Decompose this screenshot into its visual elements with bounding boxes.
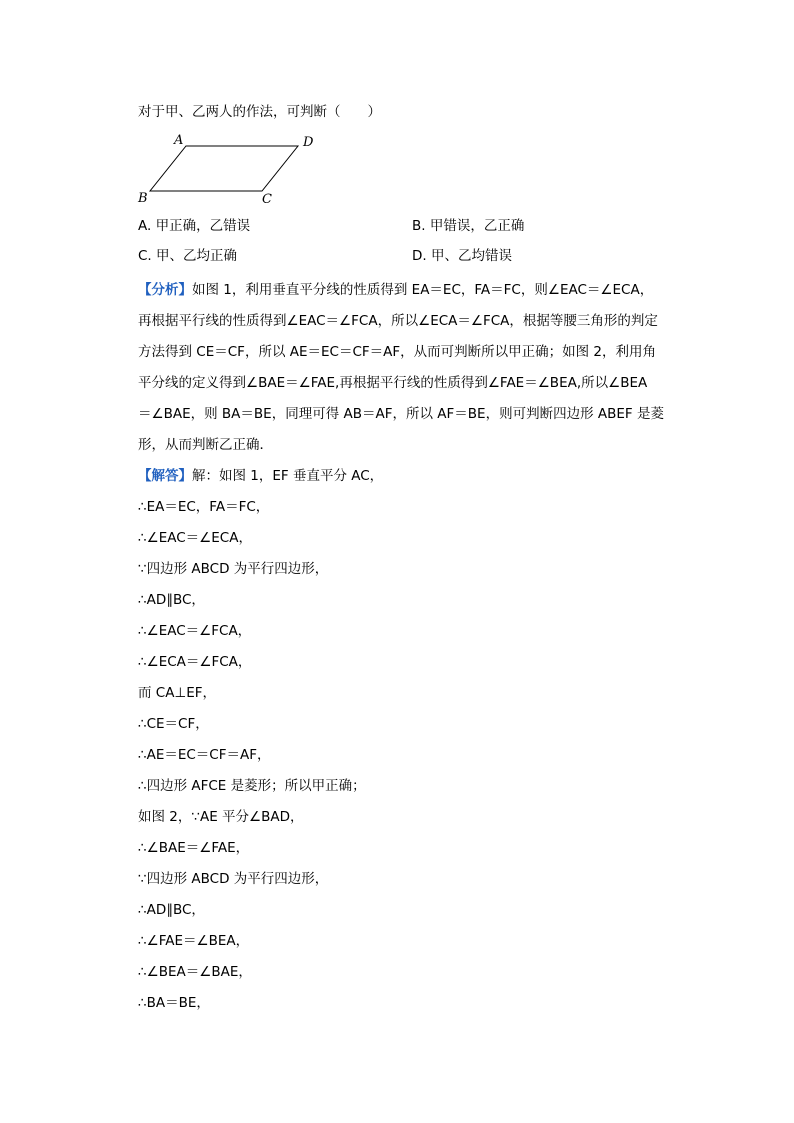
option-a[interactable] bbox=[138, 216, 250, 236]
analysis-line-4: 平分线的定义得到∠BAE＝∠FAE,再根据平行线的性质得到∠FAE＝∠BEA,所以∠BEA bbox=[138, 375, 648, 391]
option-a-text: 甲正确，乙错误 bbox=[155, 218, 251, 234]
parallelogram-figure bbox=[134, 130, 334, 210]
solution-line-10: ∴AE＝EC＝CF＝AF， bbox=[138, 747, 271, 763]
solution-line-1 bbox=[138, 461, 678, 492]
solution-line-18: ∴BA＝BE， bbox=[138, 995, 210, 1011]
analysis-text-1: 如图 1，利用垂直平分线的性质得到 EA＝EC，FA＝FC，则∠EAC＝∠ECA， bbox=[192, 282, 654, 298]
solution-line-2: ∴EA＝EC，FA＝FC， bbox=[138, 499, 270, 515]
question-stem: 对于甲、乙两人的作法，可判断（ ） bbox=[138, 104, 381, 120]
analysis-line-2: 再根据平行线的性质得到∠EAC＝∠FCA，所以∠ECA＝∠FCA，根据等腰三角形的判定 bbox=[138, 313, 658, 329]
option-b-key: B. bbox=[412, 218, 426, 234]
analysis-line-1 bbox=[138, 275, 678, 306]
solution-line-3: ∴∠EAC＝∠ECA， bbox=[138, 530, 252, 546]
label-a: A bbox=[174, 133, 184, 148]
option-c-text: 甲、乙均正确 bbox=[156, 248, 238, 264]
solution-tag: 【解答】 bbox=[138, 468, 192, 484]
solution-line-12: 如图 2，∵AE 平分∠BAD， bbox=[138, 809, 304, 825]
option-b-text: 甲错误，乙正确 bbox=[429, 218, 525, 234]
label-b: B bbox=[138, 191, 148, 206]
option-c[interactable] bbox=[138, 246, 237, 266]
solution-line-14: ∵四边形 ABCD 为平行四边形， bbox=[138, 871, 329, 887]
solution-line-7: ∴∠ECA＝∠FCA， bbox=[138, 654, 252, 670]
solution-line-5: ∴AD∥BC， bbox=[138, 592, 205, 608]
solution-line-16: ∴∠FAE＝∠BEA， bbox=[138, 933, 250, 949]
solution-text-1: 解：如图 1，EF 垂直平分 AC， bbox=[192, 468, 384, 484]
solution-block bbox=[138, 461, 678, 1019]
option-d-key: D. bbox=[412, 248, 427, 264]
option-c-key: C. bbox=[138, 248, 152, 264]
option-d[interactable] bbox=[412, 246, 512, 266]
solution-line-6: ∴∠EAC＝∠FCA， bbox=[138, 623, 252, 639]
analysis-line-3: 方法得到 CE＝CF，所以 AE＝EC＝CF＝AF，从而可判断所以甲正确；如图 2，利用角 bbox=[138, 344, 657, 360]
label-d: D bbox=[303, 135, 314, 150]
analysis-tag: 【分析】 bbox=[138, 282, 192, 298]
solution-line-17: ∴∠BEA＝∠BAE， bbox=[138, 964, 252, 980]
parallelogram-abcd bbox=[150, 146, 298, 191]
solution-line-8: 而 CA⊥EF， bbox=[138, 685, 217, 701]
analysis-line-5: ＝∠BAE，则 BA＝BE，同理可得 AB＝AF，所以 AF＝BE，则可判断四边形 ABEF 是菱 bbox=[138, 406, 664, 422]
solution-line-13: ∴∠BAE＝∠FAE， bbox=[138, 840, 250, 856]
analysis-line-6: 形，从而判断乙正确． bbox=[138, 437, 273, 453]
option-b[interactable] bbox=[412, 216, 524, 236]
solution-line-15: ∴AD∥BC， bbox=[138, 902, 205, 918]
label-c: C bbox=[262, 192, 272, 207]
solution-line-9: ∴CE＝CF， bbox=[138, 716, 209, 732]
option-a-key: A. bbox=[138, 218, 152, 234]
option-d-text: 甲、乙均错误 bbox=[430, 248, 512, 264]
solution-line-4: ∵四边形 ABCD 为平行四边形， bbox=[138, 561, 329, 577]
solution-line-11: ∴四边形 AFCE 是菱形；所以甲正确； bbox=[138, 778, 366, 794]
analysis-block bbox=[138, 275, 678, 461]
